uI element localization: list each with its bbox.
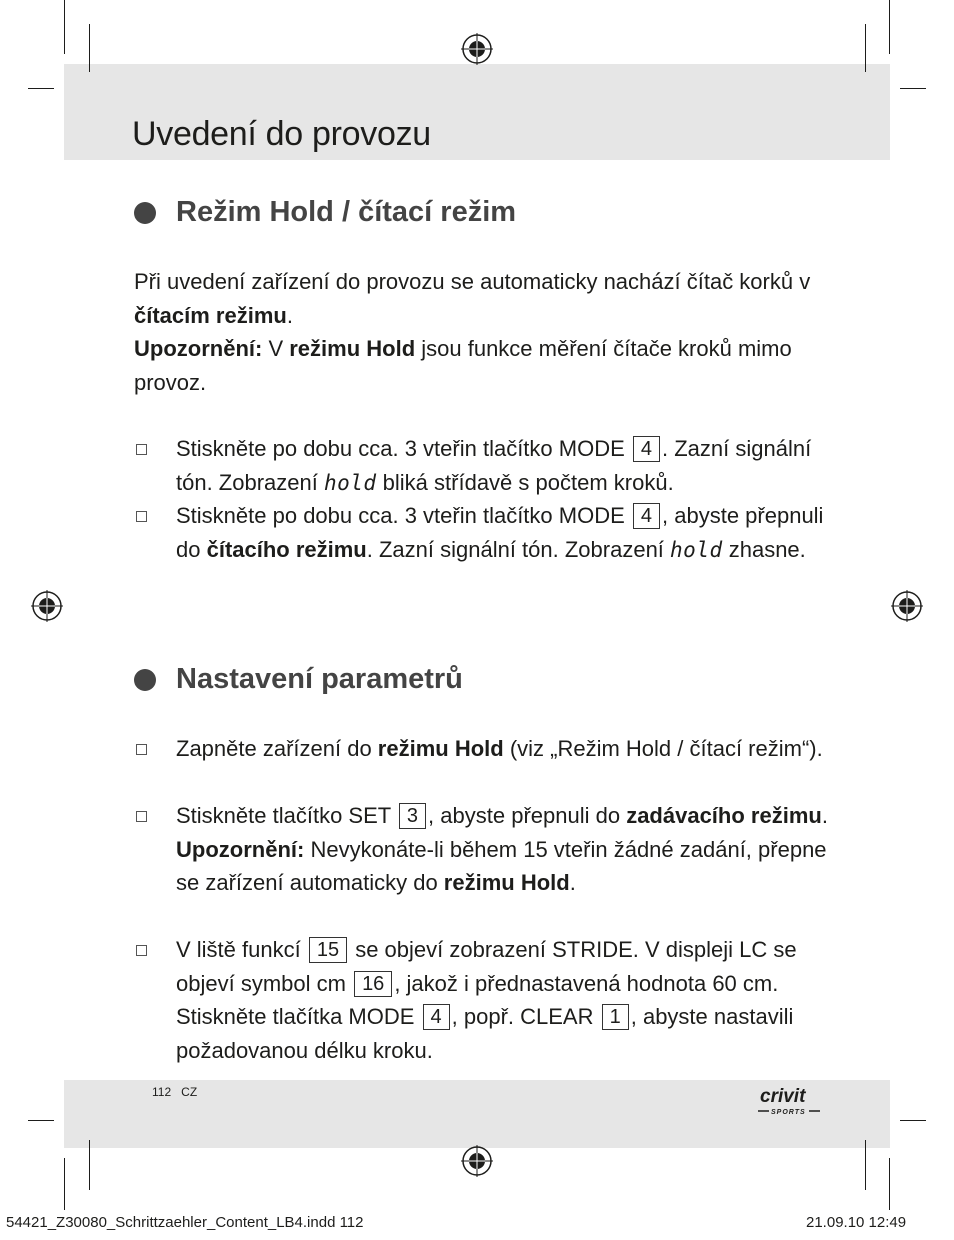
key-reference: 4 [423, 1004, 450, 1030]
page-number: 112 [152, 1085, 172, 1099]
text: Stiskněte tlačítko SET [176, 803, 397, 828]
list-item [134, 432, 834, 500]
registration-mark-icon [31, 590, 63, 622]
registration-mark-icon [461, 33, 493, 65]
crop-mark [64, 0, 65, 54]
bullet-dot-icon [134, 202, 156, 224]
text: , popř. CLEAR [451, 1004, 600, 1029]
crop-mark [64, 1158, 65, 1210]
section-heading-parameters [134, 663, 463, 696]
step-text [176, 933, 834, 1067]
text: V liště funkcí [176, 937, 307, 962]
text: , abyste přepnuli do [428, 803, 627, 828]
key-reference: 3 [399, 803, 426, 829]
step-text [176, 732, 834, 766]
text: Stiskněte po dobu cca. 3 vteřin tlačítko MODE [176, 436, 631, 461]
crop-mark [900, 88, 926, 89]
step-text [176, 499, 834, 567]
section-heading-hold-mode [134, 196, 516, 229]
crop-mark [28, 88, 54, 89]
crop-mark [89, 24, 90, 72]
checkbox-square-icon [136, 811, 147, 822]
list-item [134, 799, 834, 900]
registration-mark-icon [891, 590, 923, 622]
note-label: Upozornění: [134, 336, 263, 361]
bold-term: čítacím režimu [134, 302, 287, 328]
text: Stiskněte po dobu cca. 3 vteřin tlačítko MODE [176, 503, 631, 528]
page-folio [152, 1085, 197, 1099]
logo-subline: SPORTS [771, 1109, 806, 1116]
text: , jakož i přednastavená hodnota 60 cm. Stiskněte tlačítka MODE [176, 970, 779, 1029]
slug-filename: 54421_Z30080_Schrittzaehler_Content_LB4.indd 112 [6, 1214, 364, 1231]
text: . Zazní signální tón. Zobrazení [176, 436, 812, 495]
intro-paragraph [134, 265, 834, 399]
slug-timestamp: 21.09.10 12:49 [806, 1214, 907, 1231]
text: . Zazní signální tón. Zobrazení [366, 536, 671, 562]
step-text [176, 432, 834, 500]
checkbox-square-icon [136, 744, 147, 755]
text: Při uvedení zařízení do provozu se automaticky nachází čítač korků v [134, 269, 811, 294]
text: se objeví zobrazení STRIDE. V displeji LC se objeví symbol cm [176, 937, 797, 996]
lcd-hold-display: hold [323, 470, 377, 495]
bold-term: režimu Hold [377, 736, 504, 761]
checkbox-square-icon [136, 945, 147, 956]
logo-wordmark: crivit [760, 1086, 806, 1107]
language-code: CZ [181, 1085, 198, 1099]
list-item [134, 499, 834, 567]
crop-mark [889, 0, 890, 54]
key-reference: 4 [633, 436, 660, 462]
crivit-sports-logo [756, 1082, 822, 1118]
step-text [176, 799, 834, 833]
note-text [176, 833, 834, 900]
checkbox-square-icon [136, 511, 147, 522]
crop-mark [889, 1158, 890, 1210]
key-reference: 16 [354, 971, 392, 997]
text: zhasne. [722, 536, 806, 562]
bold-term: čítacího režimu [206, 536, 367, 562]
key-reference: 4 [633, 503, 660, 529]
crop-mark [28, 1120, 54, 1121]
bullet-dot-icon [134, 669, 156, 691]
key-reference: 1 [602, 1004, 629, 1030]
list-item [134, 933, 834, 1067]
crop-mark [865, 1140, 866, 1190]
checkbox-square-icon [136, 444, 147, 455]
text: , abyste nastavili požadovanou délku kroku. [176, 1004, 794, 1063]
bold-term: režimu Hold [443, 870, 570, 895]
text: , abyste přepnuli do [176, 503, 824, 562]
registration-mark-icon [461, 1145, 493, 1177]
text: (viz „Režim Hold / čítací režim“). [503, 736, 823, 761]
text: . [821, 803, 828, 828]
bold-term: režimu Hold [289, 336, 416, 361]
crop-mark [900, 1120, 926, 1121]
crop-mark [89, 1140, 90, 1190]
crop-mark [865, 24, 866, 72]
text: bliká střídavě s počtem kroků. [376, 469, 674, 495]
section-title: Nastavení parametrů [176, 663, 463, 695]
text: . [286, 302, 293, 328]
page-title: Uvedení do provozu [132, 115, 431, 153]
text: Nevykonáte-li během 15 vteřin žádné zadání, přepne se zařízení automaticky do [176, 836, 827, 895]
section-title: Režim Hold / čítací režim [176, 196, 517, 228]
key-reference: 15 [309, 937, 347, 963]
text: Zapněte zařízení do [176, 736, 378, 761]
bold-term: zadávacího režimu [626, 803, 822, 828]
text: V [262, 336, 290, 361]
note-label: Upozornění: [176, 836, 305, 862]
text: . [569, 870, 576, 895]
list-item [134, 732, 834, 766]
text: jsou funkce měření čítače kroků mimo provoz. [134, 336, 792, 395]
lcd-hold-display: hold [670, 537, 723, 562]
